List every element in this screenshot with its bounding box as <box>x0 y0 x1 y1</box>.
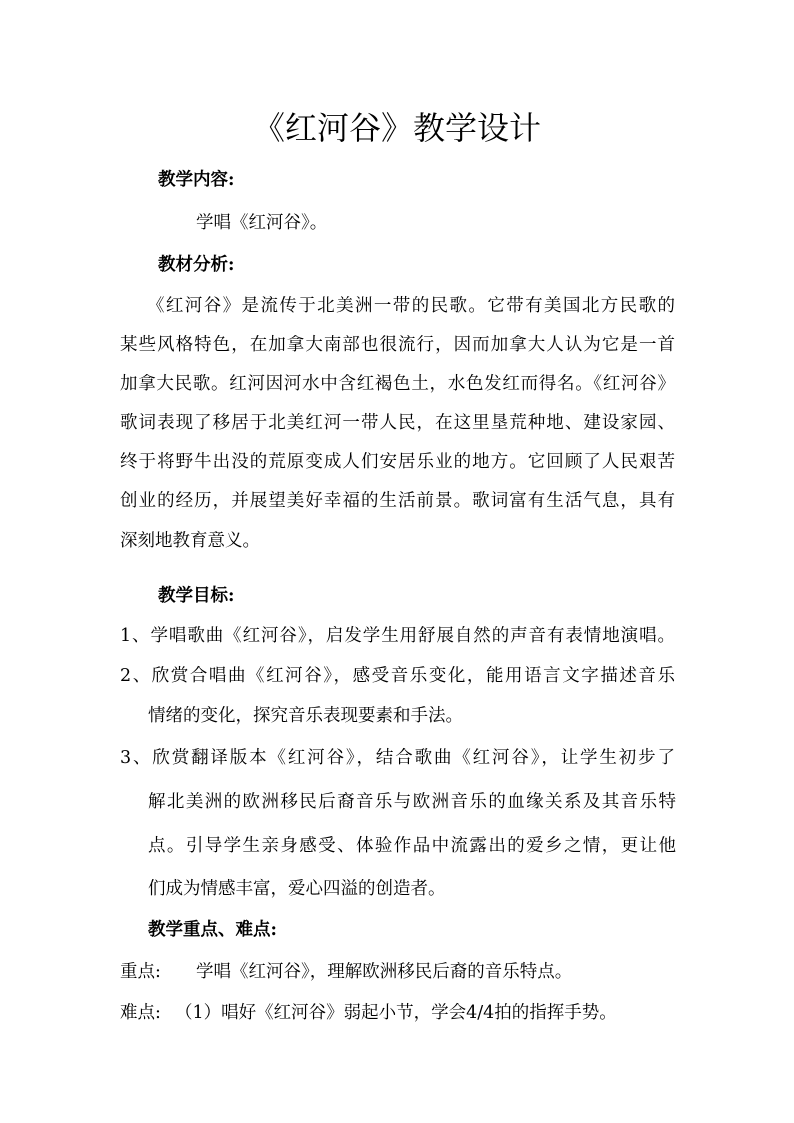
document-title: 《红河谷》教学设计 <box>252 109 541 147</box>
goal-item-2-line: 2、欣赏合唱曲《红河谷》，感受音乐变化，能用语言文字描述音乐 <box>120 666 675 686</box>
analysis-line: 深刻地教育意义。 <box>120 531 260 551</box>
analysis-line: 《红河谷》是流传于北美洲一带的民歌。它带有美国北方民歌的 <box>147 296 675 316</box>
goal-item-3-line: 们成为情感丰富，爱心四溢的创造者。 <box>148 879 446 899</box>
analysis-line: 创业的经历，并展望美好幸福的生活前景。歌词富有生活气息，具有 <box>120 491 675 511</box>
key-point-text: 学唱《红河谷》，理解欧洲移民后裔的音乐特点。 <box>196 962 573 982</box>
content-text: 学唱《红河谷》。 <box>196 213 328 233</box>
goal-item-3-line: 3、欣赏翻译版本《红河谷》，结合歌曲《红河谷》，让学生初步了 <box>120 748 675 768</box>
analysis-line: 加拿大民歌。红河因河水中含红褐色土，水色发红而得名。《红河谷》 <box>120 374 675 394</box>
analysis-line: 某些风格特色，在加拿大南部也很流行，因而加拿大人认为它是一首 <box>120 335 675 355</box>
analysis-line: 终于将野牛出没的荒原变成人们安居乐业的地方。它回顾了人民艰苦 <box>120 452 675 472</box>
section-heading-content: 教学内容: <box>158 170 235 190</box>
difficulty-label: 难点: <box>120 1003 161 1023</box>
section-heading-analysis: 教材分析: <box>158 255 235 275</box>
section-heading-focus: 教学重点、难点: <box>148 920 277 940</box>
difficulty-text: （1）唱好《红河谷》弱起小节，学会4/4拍的指挥手势。 <box>175 1003 617 1023</box>
analysis-line: 歌词表现了移居于北美红河一带人民，在这里垦荒种地、建设家园、 <box>120 413 675 433</box>
goal-item-3-line: 解北美洲的欧洲移民后裔音乐与欧洲音乐的血缘关系及其音乐特 <box>148 792 676 812</box>
goal-item-2-line: 情绪的变化，探究音乐表现要素和手法。 <box>148 706 463 726</box>
key-point-label: 重点: <box>120 962 161 982</box>
section-heading-goals: 教学目标: <box>158 586 235 606</box>
goal-item-3-line: 点。引导学生亲身感受、体验作品中流露出的爱乡之情，更让他 <box>148 836 676 856</box>
goal-item-1-line: 1、学唱歌曲《红河谷》，启发学生用舒展自然的声音有表情地演唱。 <box>120 626 675 646</box>
